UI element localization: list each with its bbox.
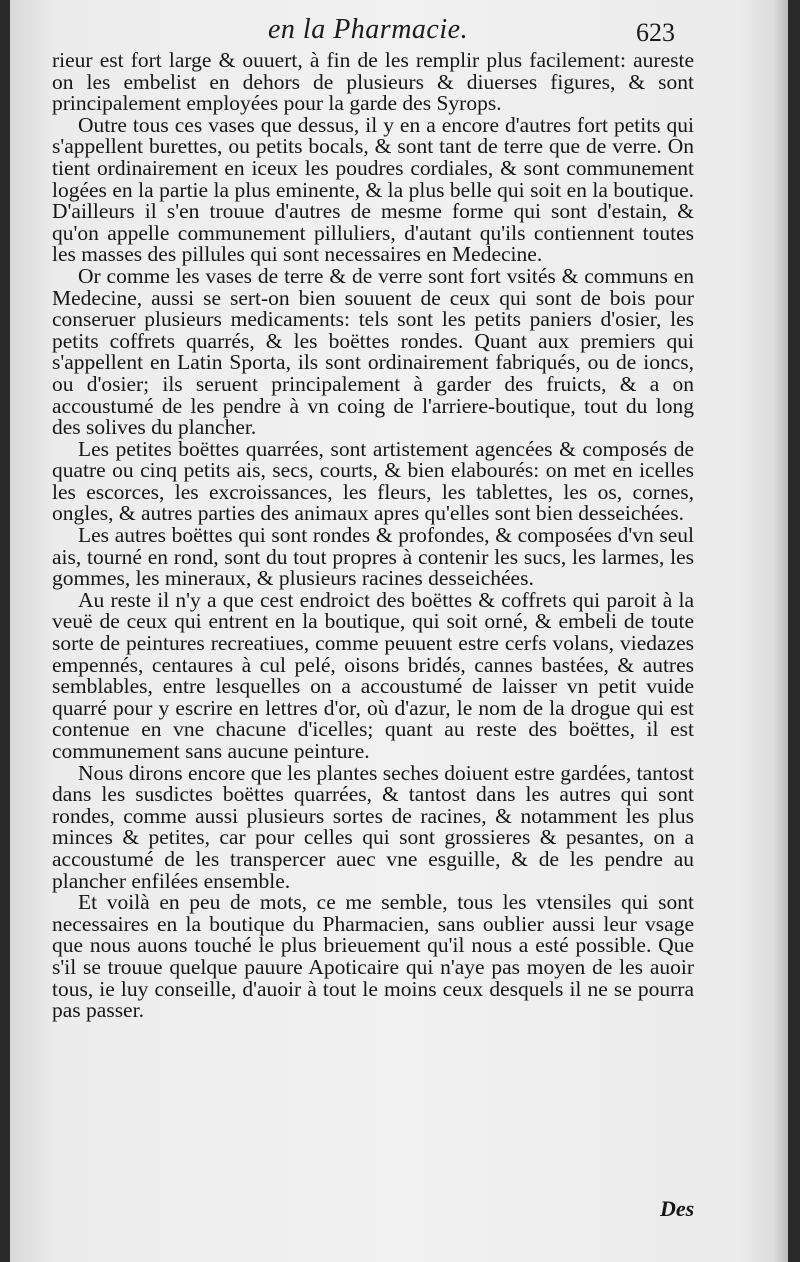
paragraph: Les autres boëttes qui sont rondes & profondes, & composées d'vn seul ais, tourné en rond, sont du tout propres à contenir les sucs, les larmes, les gommes, les mineraux, & plusieurs racines desseichées.: [52, 523, 694, 591]
page-edge-shadow: [774, 0, 788, 1262]
paragraph: Or comme les vases de terre & de verre sont fort vsités & communs en Medecine, aussi se sert-on bien souuent de ceux qui sont de bois pour conseruer plusieurs medicaments: tels sont les petits paniers d'osier, les petits coffrets quarrés, & les boëttes rondes. Quant aux premiers qui s'appellent en Latin Sporta, ils sont ordinairement fabriqués, ou de ioncs, ou d'osier; ils seruent principalement à garder des fruicts, & a on accoustumé de les pendre à vn coing de l'arriere-boutique, tout du long des solives du plancher.: [52, 263, 694, 440]
body-text: [52, 50, 694, 1022]
running-head: en la Pharmacie.: [268, 14, 469, 45]
page-number: 623: [636, 18, 675, 47]
paragraph: Les petites boëttes quarrées, sont artistement agencées & composés de quatre ou cinq petits ais, secs, courts, & bien elabourés: on met en icelles les escorces, les excroissances, les fleurs, les tablettes, les os, cornes, ongles, & autres parties des animaux apres qu'elles sont bien desseichées.: [52, 436, 694, 526]
catchword: Des: [660, 1196, 695, 1221]
page-header: [10, 8, 788, 48]
paragraph: rieur est fort large & ouuert, à fin de les remplir plus facilement: aureste on les embelist en dehors de plusieurs & diuerses figures, & sont principalement employées pour la garde des Syrops.: [52, 48, 694, 116]
book-page: [10, 0, 788, 1262]
paragraph: Nous dirons encore que les plantes seches doiuent estre gardées, tantost dans les susdictes boëttes quarrées, & tantost dans les autres qui sont rondes, comme aussi plusieurs sortes de racines, & notamment les plus minces & petites, car pour celles qui sont grossieres & pesantes, on a accoustumé de les transpercer auec vne esguille, & de les pendre au plancher enfilées ensemble.: [52, 760, 694, 893]
paragraph: Outre tous ces vases que dessus, il y en a encore d'autres fort petits qui s'appellent burettes, ou petits bocals, & sont tant de terre que de verre. On tient ordinairement en iceux les poudres cordiales, & sont communement logées en la partie la plus eminente, & la plus belle qui soit en la boutique. D'ailleurs il s'en trouue d'autres de mesme forme qui sont d'estain, & qu'on appelle communement pilluliers, d'autant qu'ils contiennent toutes les masses des pillules qui sont necessaires en Medecine.: [52, 112, 694, 267]
paragraph: Au reste il n'y a que cest endroict des boëttes & coffrets qui paroit à la veuë de ceux qui entrent en la boutique, qui soit orné, & embeli de toute sorte de peintures recreatiues, comme peuuent estre cerfs volans, viedazes empennés, centaures à cul pelé, oisons bridés, cannes bastées, & autres semblables, entre lesquelles on a accoustumé de laisser vn petit vuide quarré pour y escrire en lettres d'or, où d'azur, le nom de la drogue qui est contenue en vne chacune d'icelles; quant au reste des boëttes, il est communement sans aucune peinture.: [52, 587, 694, 763]
paragraph: Et voilà en peu de mots, ce me semble, tous les vtensiles qui sont necessaires en la boutique du Pharmacien, sans oublier aussi leur vsage que nous auons touché le plus brieuement qu'il nous a esté possible. Que s'il se trouue quelque pauure Apoticaire qui n'aye pas moyen de les auoir tous, ie luy conseille, d'auoir à tout le moins ceux desquels il ne se pourra pas passer.: [52, 890, 694, 1023]
